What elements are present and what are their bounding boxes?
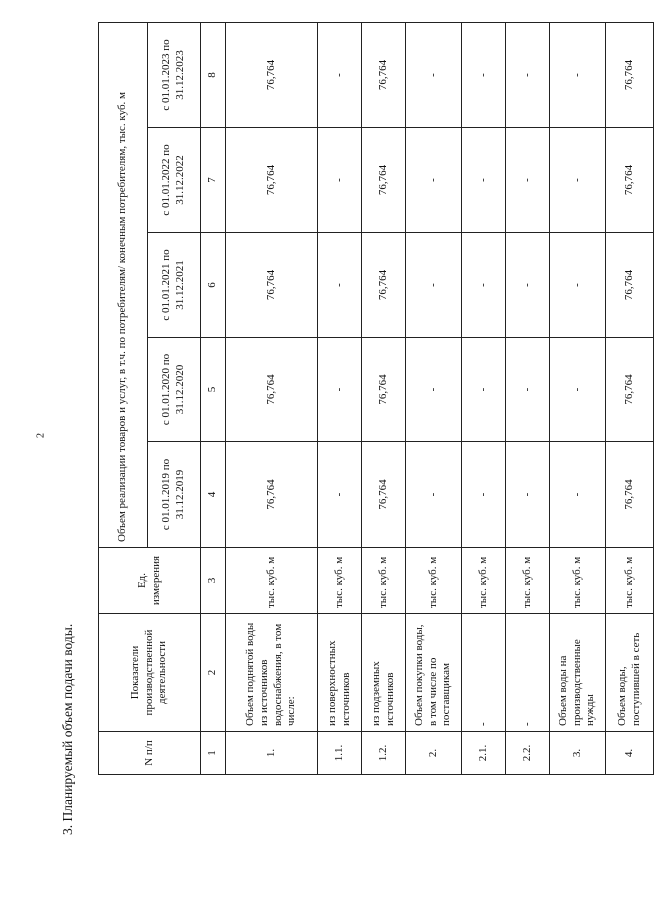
row-value: 76,764 [606,23,654,128]
row-value: 76,764 [362,442,406,548]
row-value: - [318,442,362,548]
row-value: 76,764 [226,338,318,442]
row-value: - [462,338,506,442]
row-value: 76,764 [226,233,318,338]
row-value: - [406,338,462,442]
row-unit: тыс. куб. м [318,548,362,614]
row-value: 76,764 [362,338,406,442]
row-value: - [318,23,362,128]
table-row [550,23,606,775]
row-value: 76,764 [226,128,318,233]
row-number: 2.2. [506,732,550,775]
column-index: 5 [201,338,226,442]
column-index: 1 [201,732,226,775]
table-row [406,23,462,775]
row-number: 4. [606,732,654,775]
row-value: 76,764 [362,233,406,338]
row-unit: тыс. куб. м [606,548,654,614]
row-value: - [550,128,606,233]
table-row [362,23,406,775]
row-value: - [462,128,506,233]
row-value: - [506,442,550,548]
row-value: 76,764 [606,233,654,338]
row-value: - [318,338,362,442]
section-heading: 3. Планируемый объем подачи воды. [60,623,75,835]
table-row [226,23,318,775]
header-period: с 01.01.2019 по 31.12.2019 [148,442,201,548]
header-n: N п/п [99,732,201,775]
row-value: - [406,23,462,128]
row-number: 1.2. [362,732,406,775]
column-index: 4 [201,442,226,548]
water-supply-table [98,22,654,775]
header-unit: Ед. измерения [99,548,201,614]
column-index: 3 [201,548,226,614]
header-row-top [99,23,148,775]
table-row [506,23,550,775]
table-row [318,23,362,775]
row-value: - [550,233,606,338]
row-indicator: Объем воды, поступившей в сеть [606,614,654,732]
row-number: 3. [550,732,606,775]
row-value: - [406,442,462,548]
row-value: - [550,442,606,548]
header-period: с 01.01.2021 по 31.12.2021 [148,233,201,338]
column-index: 6 [201,233,226,338]
column-index: 8 [201,23,226,128]
row-value: - [318,128,362,233]
page-number: 2 [35,433,47,438]
column-index: 2 [201,614,226,732]
row-value: - [506,128,550,233]
row-number: 2. [406,732,462,775]
row-value: - [406,128,462,233]
row-unit: тыс. куб. м [550,548,606,614]
column-index-row [201,23,226,775]
row-unit: тыс. куб. м [462,548,506,614]
row-value: - [550,23,606,128]
row-value: - [318,233,362,338]
row-value: 76,764 [362,23,406,128]
row-number: 2.1. [462,732,506,775]
row-value: 76,764 [362,128,406,233]
row-value: - [506,338,550,442]
table-row [606,23,654,775]
row-value: 76,764 [226,442,318,548]
row-value: - [462,23,506,128]
row-indicator: - [506,614,550,732]
row-value: 76,764 [606,128,654,233]
row-indicator: - [462,614,506,732]
row-unit: тыс. куб. м [226,548,318,614]
row-indicator: Объем воды на производственные нужды [550,614,606,732]
header-group: Объем реализации товаров и услуг, в т.ч. по потребителям/ конечным потребителям, тыс. куб. м [99,23,148,548]
header-period: с 01.01.2023 по 31.12.2023 [148,23,201,128]
row-value: - [462,442,506,548]
row-indicator: Объем покупки воды, в том числе по поставщикам [406,614,462,732]
row-value: 76,764 [606,442,654,548]
header-indicator: Показатели производственной деятельности [99,614,201,732]
row-indicator: из подземных источников [362,614,406,732]
column-index: 7 [201,128,226,233]
row-value: - [462,233,506,338]
row-value: - [406,233,462,338]
row-number: 1. [226,732,318,775]
row-indicator: из поверхностных источников [318,614,362,732]
row-unit: тыс. куб. м [362,548,406,614]
header-period: с 01.01.2022 по 31.12.2022 [148,128,201,233]
row-value: - [550,338,606,442]
row-value: - [506,23,550,128]
row-unit: тыс. куб. м [406,548,462,614]
row-value: 76,764 [226,23,318,128]
row-value: - [506,233,550,338]
row-indicator: Объем поднятой воды из источников водоснабжения, в том числе: [226,614,318,732]
table-row [462,23,506,775]
header-period: с 01.01.2020 по 31.12.2020 [148,338,201,442]
row-unit: тыс. куб. м [506,548,550,614]
row-number: 1.1. [318,732,362,775]
row-value: 76,764 [606,338,654,442]
